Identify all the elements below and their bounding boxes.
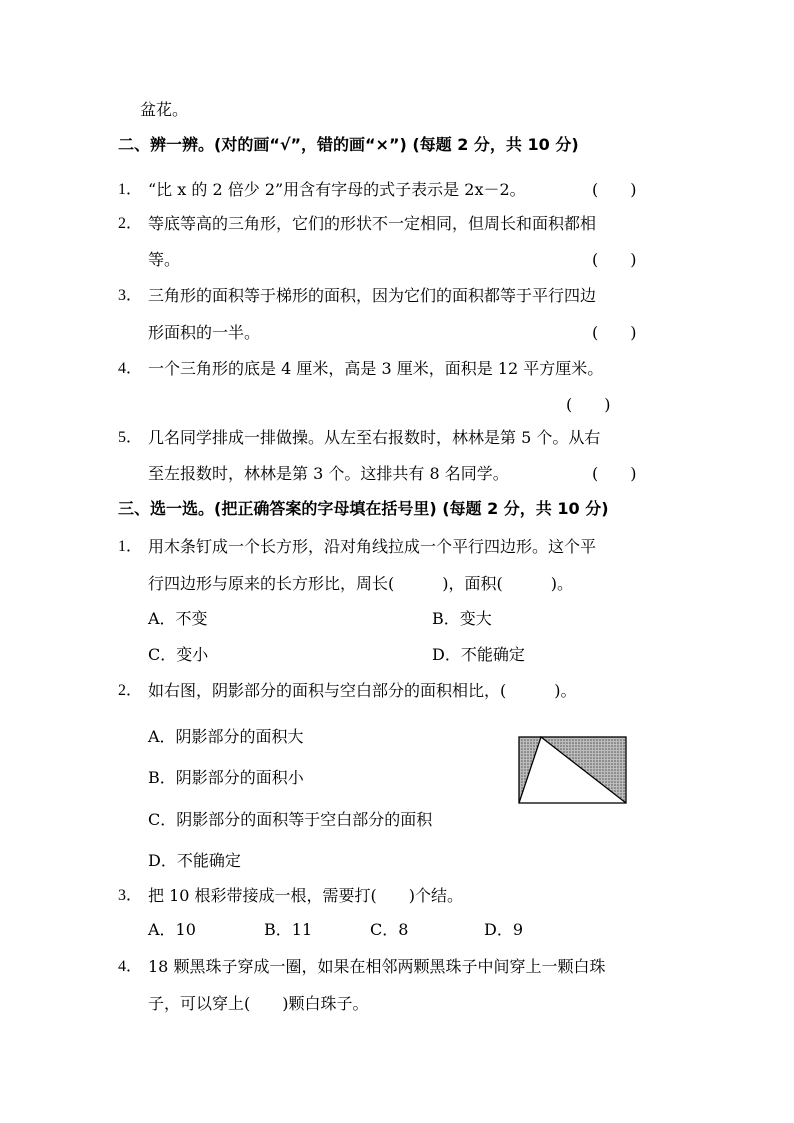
choice-question-4-cont: 子，可以穿上( )颗白珠子。 <box>148 994 369 1013</box>
item-number: 4． <box>118 360 143 377</box>
option-c[interactable]: C．8 <box>370 920 409 939</box>
answer-blank-1[interactable]: ( ) <box>592 180 637 199</box>
option-c[interactable]: C．变小 <box>148 645 209 664</box>
choice-question-1: 用木条钉成一个长方形，沿对角线拉成一个平行四边形。这个平 <box>148 537 597 556</box>
section-2-heading: 二、辨一辨。(对的画“√”，错的画“×”) (每题 2 分，共 10 分) <box>118 135 579 154</box>
judge-statement-1: “比 x 的 2 倍少 2”用含有字母的式子表示是 2x－2。 <box>148 180 526 199</box>
shaded-rectangle-figure <box>518 736 628 804</box>
option-a[interactable]: A．阴影部分的面积大 <box>148 727 304 746</box>
item-number: 2． <box>118 682 143 699</box>
judge-statement-5: 几名同学排成一排做操。从左至右报数时，林林是第 5 个。从右 <box>148 428 601 447</box>
choice-question-4: 18 颗黑珠子穿成一圈，如果在相邻两颗黑珠子中间穿上一颗白珠 <box>148 957 606 976</box>
item-number: 1． <box>118 181 143 198</box>
option-a[interactable]: A．10 <box>148 920 196 939</box>
answer-blank-3[interactable]: ( ) <box>592 323 637 342</box>
item-number: 4． <box>118 958 143 975</box>
judge-statement-4: 一个三角形的底是 4 厘米，高是 3 厘米，面积是 12 平方厘米。 <box>148 359 604 378</box>
answer-blank-4[interactable]: ( ) <box>566 395 611 414</box>
judge-statement-5-cont: 至左报数时，林林是第 3 个。这排共有 8 名同学。 <box>148 464 509 483</box>
question-continuation: 盆花。 <box>140 100 189 119</box>
option-d[interactable]: D．不能确定 <box>148 851 241 870</box>
section-3-heading: 三、选一选。(把正确答案的字母填在括号里) (每题 2 分，共 10 分) <box>118 499 609 518</box>
choice-question-2: 如右图，阴影部分的面积与空白部分的面积相比，( )。 <box>148 681 577 700</box>
option-b[interactable]: B．11 <box>264 920 313 939</box>
item-number: 3． <box>118 887 143 904</box>
option-c[interactable]: C．阴影部分的面积等于空白部分的面积 <box>148 810 433 829</box>
option-d[interactable]: D．9 <box>484 920 524 939</box>
answer-blank-2[interactable]: ( ) <box>592 250 637 269</box>
choice-question-1-cont: 行四边形与原来的长方形比，周长( )，面积( )。 <box>148 574 573 593</box>
item-number: 1． <box>118 538 143 555</box>
answer-blank-5[interactable]: ( ) <box>592 464 637 483</box>
item-number: 3． <box>118 287 143 304</box>
judge-statement-3-cont: 形面积的一半。 <box>148 323 261 342</box>
option-d[interactable]: D．不能确定 <box>432 645 525 664</box>
item-number: 2． <box>118 215 143 232</box>
judge-statement-2-cont: 等。 <box>148 250 181 269</box>
option-b[interactable]: B．阴影部分的面积小 <box>148 768 304 787</box>
option-b[interactable]: B．变大 <box>432 609 492 628</box>
judge-statement-3: 三角形的面积等于梯形的面积，因为它们的面积都等于平行四边 <box>148 286 597 305</box>
choice-question-3: 把 10 根彩带接成一根，需要打( )个结。 <box>148 886 464 905</box>
option-a[interactable]: A．不变 <box>148 609 208 628</box>
item-number: 5． <box>118 429 143 446</box>
judge-statement-2: 等底等高的三角形，它们的形状不一定相同，但周长和面积都相 <box>148 214 597 233</box>
